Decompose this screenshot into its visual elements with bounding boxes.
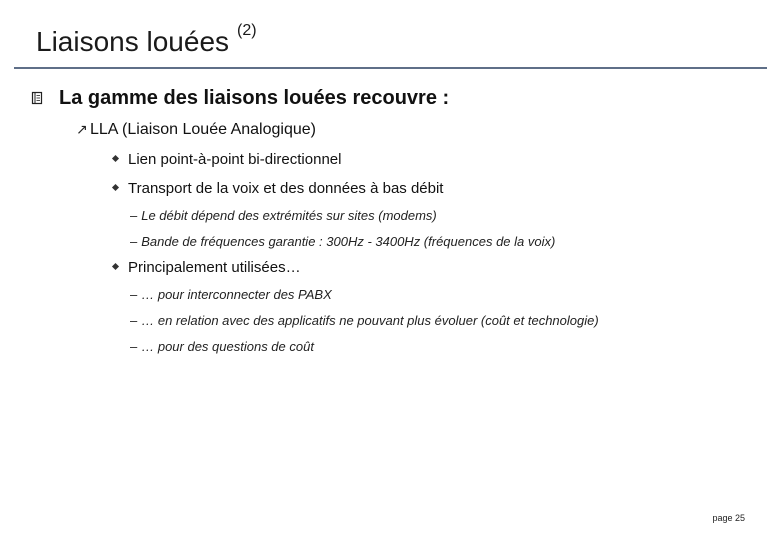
document-bullet-icon	[31, 91, 43, 105]
page-number: page 25	[712, 513, 745, 523]
main-point-text: La gamme des liaisons louées recouvre :	[59, 87, 450, 109]
detail-text: … pour interconnecter des PABX	[141, 287, 332, 302]
title-divider	[14, 67, 767, 69]
usage-detail-pabx	[130, 287, 332, 302]
dash-bullet-icon: –	[130, 313, 138, 328]
usage-detail-cost	[130, 339, 314, 354]
diamond-bullet-icon	[112, 184, 119, 191]
detail-text: Bande de fréquences garantie : 300Hz - 3400Hz (fréquences de la voix)	[141, 234, 556, 249]
item-text: Lien point-à-point bi-directionnel	[128, 151, 342, 168]
usage-detail-applications	[130, 313, 599, 328]
dash-bullet-icon: –	[130, 208, 138, 223]
detail-text: … pour des questions de coût	[141, 339, 314, 354]
item-point-to-point	[113, 151, 341, 168]
item-text: Transport de la voix et des données à bas débit	[128, 180, 444, 197]
slide-title	[36, 22, 257, 58]
slide-title-text: Liaisons louées	[36, 26, 230, 57]
dash-bullet-icon: –	[130, 287, 138, 302]
dash-bullet-icon: –	[130, 339, 138, 354]
sub-point-text: LLA (Liaison Louée Analogique)	[90, 121, 316, 138]
slide-title-suffix: (2)	[237, 22, 257, 39]
item-text: Principalement utilisées…	[128, 259, 301, 276]
transport-detail-frequency	[130, 234, 555, 249]
item-transport	[113, 180, 443, 197]
diamond-bullet-icon	[112, 155, 119, 162]
transport-detail-bitrate	[130, 208, 437, 223]
sub-point	[76, 121, 316, 139]
item-usage	[113, 259, 301, 276]
dash-bullet-icon: –	[130, 234, 138, 249]
diamond-bullet-icon	[112, 263, 119, 270]
arrow-bullet-icon: ↗	[76, 121, 88, 137]
detail-text: … en relation avec des applicatifs ne pouvant plus évoluer (coût et technologie)	[141, 313, 599, 328]
detail-text: Le débit dépend des extrémités sur sites (modems)	[141, 208, 437, 223]
main-point	[31, 87, 449, 110]
